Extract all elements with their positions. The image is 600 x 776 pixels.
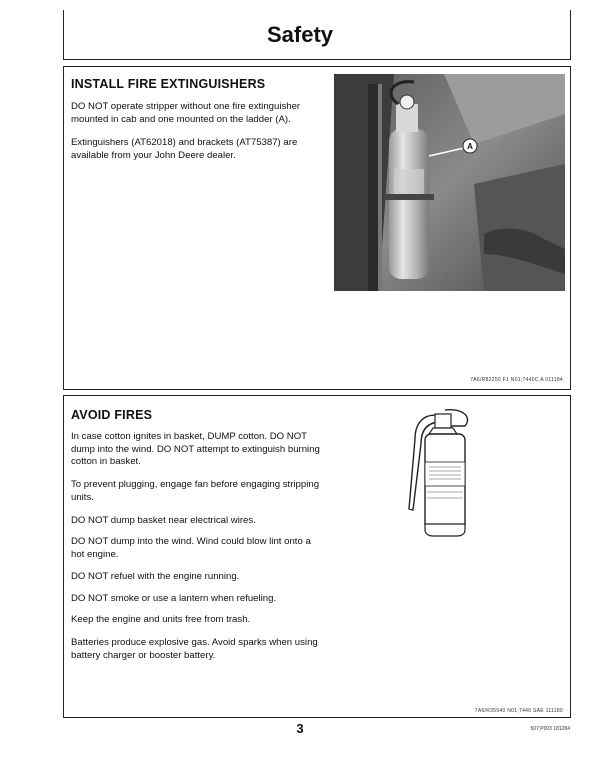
fire-extinguisher-photo [334, 74, 565, 291]
reference-code: 7A6/R82250 F1 N01;7440C A 011184 [470, 377, 563, 383]
paragraph: DO NOT refuel with the engine running. [71, 571, 240, 582]
section-title: AVOID FIRES [71, 408, 153, 422]
section-avoid-fires [63, 395, 571, 718]
callout-label: A [467, 142, 473, 151]
paragraph: In case cotton ignites in basket, DUMP cotton. DO NOT dump into the wind. DO NOT attempt to extinguish burning cotton in basket. [71, 431, 320, 467]
paragraph: DO NOT dump into the wind. Wind could blow lint onto a hot engine. [71, 536, 311, 560]
page-title: Safety [266, 22, 334, 47]
paragraph: DO NOT operate stripper without one fire extinguisher mounted in cab and one mounted on the ladder (A). [71, 101, 301, 125]
paragraph: DO NOT dump basket near electrical wires. [71, 515, 256, 526]
section-title: INSTALL FIRE EXTINGUISHERS [71, 77, 266, 91]
paragraph: Extinguishers (AT62018) and brackets (AT75387) are available from your John Deere dealer. [71, 137, 298, 161]
paragraph: Batteries produce explosive gas. Avoid sparks when using battery charger or booster battery. [71, 637, 318, 661]
fire-extinguisher-icon [403, 404, 483, 544]
paragraph: Keep the engine and units free from trash. [71, 614, 251, 625]
section-install-fire-extinguishers [63, 66, 571, 390]
paragraph: DO NOT smoke or use a lantern when refueling. [71, 593, 277, 604]
page-number: 3 [296, 721, 304, 736]
footer-code: 507;P003 181284 [530, 726, 570, 732]
paragraph: To prevent plugging, engage fan before engaging stripping units. [71, 479, 320, 503]
reference-code: 7A6/R35540 N01;7440 SAE 111180 [474, 708, 563, 714]
